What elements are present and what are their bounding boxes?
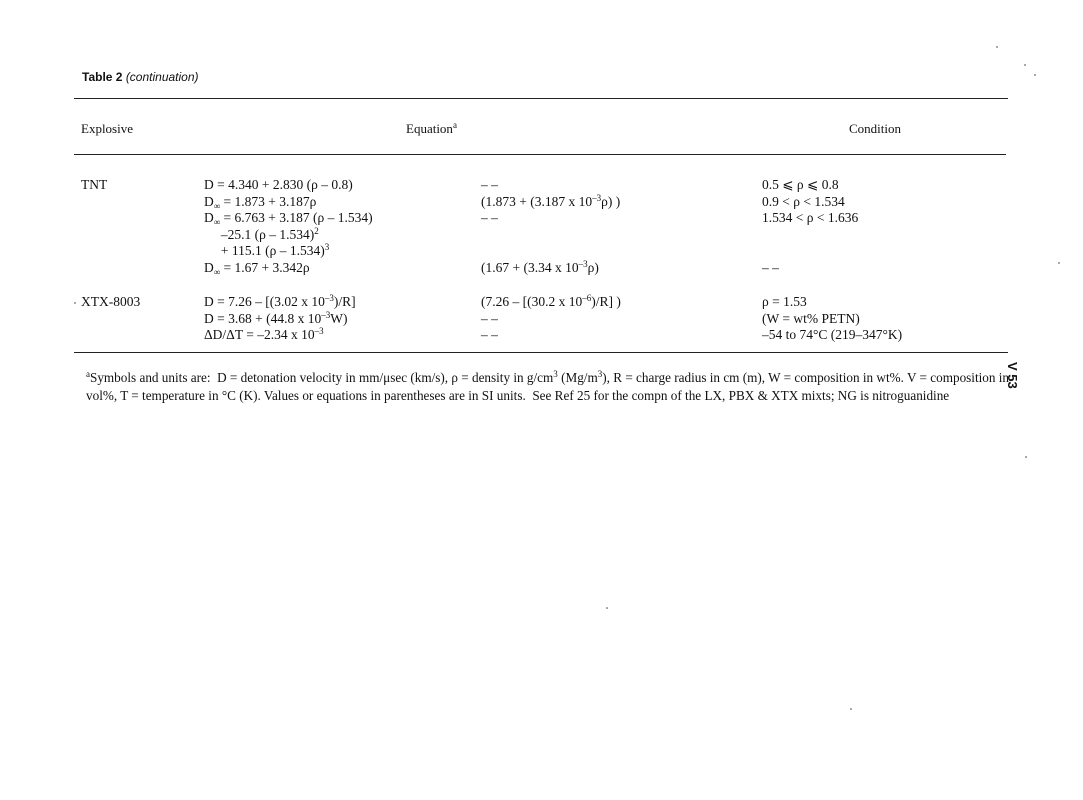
tnt-si-equations bbox=[481, 177, 620, 276]
footnote: $^a$Symbols and units are: D = detonation velocity in mm/μsec (km/s), ρ = density in $g/cm^3$ $(Mg/m^3)$, R = charge radius in cm (m), W = composition in wt%. V = composition in vol%, T = temperature in °C (K). Values or equations in parentheses are in SI units. See Ref 25 for the compn of the LX, PBX & XTX mixts; NG is nitroguanidine bbox=[86, 369, 1010, 403]
cell-line: –25.1 (ρ – 1.534)$^2$ bbox=[204, 225, 319, 242]
scan-speck bbox=[74, 302, 76, 304]
cell-line: 1.534 < ρ < 1.636 bbox=[762, 210, 859, 225]
explosive-xtx-8003: XTX-8003 bbox=[81, 294, 141, 309]
cell-line: – – bbox=[481, 210, 498, 225]
table-title bbox=[82, 70, 199, 84]
top-rule bbox=[74, 98, 1008, 99]
table-label: Table 2 bbox=[82, 70, 123, 84]
table-continuation: (continuation) bbox=[125, 70, 199, 84]
page-number: V 53 bbox=[1005, 362, 1020, 389]
scan-speck bbox=[1034, 74, 1036, 76]
xtx-equations bbox=[204, 294, 356, 344]
cell-line: (1.67 + (3.34 x $10^{-3}\rho$) bbox=[481, 258, 599, 275]
scan-speck bbox=[606, 607, 608, 609]
cell-line: 0.5 ⩽ ρ ⩽ 0.8 bbox=[762, 177, 839, 192]
header-equation-label: Equation bbox=[406, 121, 453, 136]
header-rule bbox=[74, 154, 1006, 155]
tnt-equations bbox=[204, 177, 373, 276]
cell-line: D = 3.68 + (44.8 x $10^{-3}W$) bbox=[204, 309, 348, 326]
cell-line bbox=[481, 243, 620, 260]
xtx-si-equations bbox=[481, 294, 621, 344]
header-explosive: Explosive bbox=[81, 121, 133, 136]
cell-line: D = 4.340 + 2.830 (ρ – 0.8) bbox=[204, 177, 353, 192]
cell-line: $D_\infty = 6.763 + 3.187$ (ρ – 1.534) bbox=[204, 210, 373, 227]
scan-speck bbox=[1024, 64, 1026, 66]
cell-line: –54 to 74°C (219–347°K) bbox=[762, 327, 903, 342]
cell-line: ΔD/ΔT = –2.34 x $10^{-3}$ bbox=[204, 326, 324, 342]
cell-line bbox=[762, 243, 858, 260]
cell-line: – – bbox=[481, 327, 498, 342]
cell-line: – – bbox=[481, 310, 498, 326]
scan-speck bbox=[1058, 262, 1060, 264]
cell-line: $D_\infty = 1.67 + 3.342\rho$ bbox=[204, 259, 310, 277]
cell-line: + 115.1 (ρ – 1.534)$^3$ bbox=[204, 242, 330, 258]
header-condition: Condition bbox=[849, 121, 902, 136]
xtx-conditions bbox=[762, 294, 902, 344]
bottom-rule bbox=[74, 352, 1008, 353]
cell-line: – – bbox=[762, 259, 779, 275]
scan-speck bbox=[1025, 456, 1027, 458]
scan-speck bbox=[850, 708, 852, 710]
cell-line: – – bbox=[481, 177, 498, 192]
explosive-tnt: TNT bbox=[81, 177, 108, 192]
cell-line: ρ = 1.53 bbox=[762, 294, 807, 309]
cell-line: $D_\infty = 1.873 + 3.187\rho$ bbox=[204, 193, 317, 211]
cell-line: (1.873 + (3.187 x $10^{-3}\rho$) ) bbox=[481, 192, 621, 209]
header-equation-footnote-mark: a bbox=[452, 120, 457, 130]
cell-line: (W = wt% PETN) bbox=[762, 310, 860, 326]
tnt-conditions bbox=[762, 177, 858, 276]
cell-line bbox=[762, 227, 858, 244]
cell-line: 0.9 < ρ < 1.534 bbox=[762, 193, 845, 209]
cell-line: (7.26 – [(30.2 x $10^{-6})/R$] ) bbox=[481, 293, 621, 309]
cell-line: D = 7.26 – [(3.02 x $10^{-3})/R$] bbox=[204, 293, 356, 309]
cell-line bbox=[481, 227, 620, 244]
header-equation bbox=[406, 121, 457, 137]
scan-speck bbox=[996, 46, 998, 48]
